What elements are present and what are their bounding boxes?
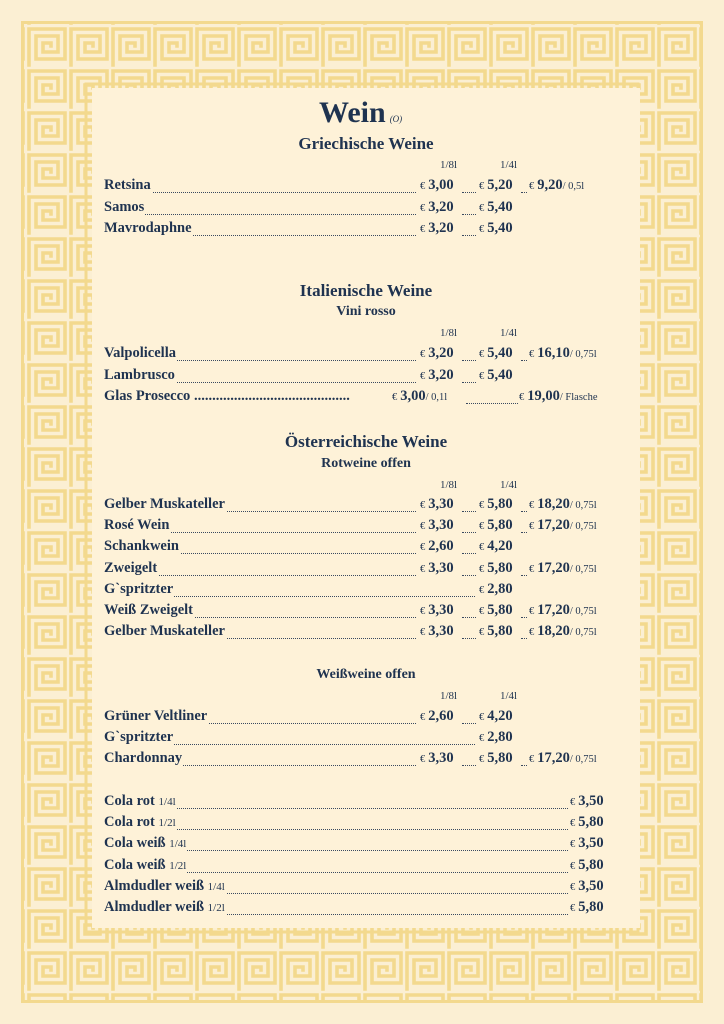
- menu-row: [104, 814, 612, 834]
- price: € 5,80: [570, 814, 604, 831]
- item-name: Grüner Veltliner: [104, 708, 208, 724]
- subheading-white-wines: Weißweine offen: [316, 667, 416, 682]
- price-eighth: € 3,30: [420, 602, 454, 618]
- col-header-quarter: 1/4l: [500, 690, 518, 702]
- price: € 3,50: [570, 835, 604, 852]
- item-name: Chardonnay: [104, 750, 183, 767]
- title-note: (O): [389, 114, 403, 124]
- price: € 5,80: [570, 899, 604, 915]
- item-name: Retsina: [104, 177, 151, 193]
- menu-row: [104, 496, 624, 516]
- price-quarter: € 4,20: [479, 538, 513, 555]
- menu-row: [104, 602, 624, 622]
- menu-row: [104, 517, 624, 537]
- col-header-quarter: 1/4l: [500, 327, 518, 339]
- menu-row: [104, 199, 624, 219]
- dot-leader: [521, 638, 527, 639]
- price-quarter: € 5,80: [479, 750, 513, 767]
- price-quarter: € 2,80: [479, 580, 513, 597]
- dot-leader: [462, 617, 476, 618]
- subheading-vini-rosso: Vini rosso: [336, 304, 396, 319]
- price-quarter: € 5,40: [479, 366, 513, 383]
- item-name: Cola rot 1/4l: [104, 793, 176, 809]
- price: € 3,50: [570, 793, 604, 809]
- price-quarter: € 5,80: [479, 559, 513, 576]
- price-eighth: € 2,60: [420, 538, 454, 555]
- menu-row: [104, 750, 624, 770]
- price-quarter: € 5,40: [479, 220, 513, 236]
- item-name: Weiß Zweigelt: [104, 602, 194, 618]
- menu-row: [104, 177, 624, 197]
- dot-leader: [466, 403, 518, 404]
- col-header-eighth: 1/8l: [440, 327, 458, 339]
- col-header-quarter: 1/4l: [500, 159, 518, 171]
- price-bottle: € 9,20/ 0,5l: [529, 177, 585, 193]
- col-header-eighth: 1/8l: [440, 690, 458, 702]
- subheading-red-wines: Rotweine offen: [321, 456, 411, 471]
- col-header-eighth: 1/8l: [440, 479, 458, 491]
- price-quarter: € 5,80: [479, 602, 513, 618]
- item-name: Almdudler weiß 1/4l: [104, 877, 225, 894]
- item-name: Cola rot 1/2l: [104, 814, 176, 831]
- heading-italian: Italienische Weine: [299, 281, 433, 300]
- page-title: Wein (O): [319, 96, 403, 129]
- item-name: Gelber Muskateller: [104, 623, 225, 640]
- item-name: Samos: [104, 198, 145, 215]
- price-bottle: € 17,20/ 0,75l: [529, 750, 597, 767]
- dot-leader: [462, 382, 476, 383]
- menu-row: [104, 538, 624, 558]
- price-eighth: € 3,30: [420, 623, 454, 640]
- dot-leader: [104, 214, 416, 215]
- menu-row: [104, 729, 624, 749]
- menu-row: [104, 708, 624, 728]
- menu-row: [104, 835, 612, 855]
- item-name: G`spritzter: [104, 729, 174, 746]
- price-bottle: € 19,00/ Flasche: [519, 388, 598, 404]
- item-name: Gelber Muskateller: [104, 496, 225, 512]
- price-eighth: € 3,20: [420, 366, 454, 383]
- dot-leader: [521, 532, 527, 533]
- dot-leader: [462, 511, 476, 512]
- price-quarter: € 5,80: [479, 496, 513, 512]
- dot-leader: [521, 617, 527, 618]
- price-eighth: € 3,30: [420, 496, 454, 512]
- price-quarter: € 5,80: [479, 517, 513, 534]
- heading-greek: Griechische Weine: [298, 134, 434, 153]
- menu-row: [104, 857, 612, 877]
- col-header-quarter: 1/4l: [500, 479, 518, 491]
- dot-leader: [521, 511, 527, 512]
- price-eighth: € 3,20: [420, 220, 454, 236]
- price-bottle: € 16,10/ 0,75l: [529, 345, 597, 361]
- price-eighth: € 2,60: [420, 708, 454, 724]
- dot-leader: [462, 638, 476, 639]
- price-bottle: € 17,20/ 0,75l: [529, 559, 597, 576]
- item-name: Cola weiß 1/4l: [104, 835, 187, 852]
- menu-row: [104, 793, 612, 813]
- price-quarter: € 5,40: [479, 345, 513, 361]
- item-name: Cola weiß 1/2l: [104, 856, 187, 873]
- heading-austrian: Österreichische Weine: [284, 432, 448, 451]
- dot-leader: [521, 575, 527, 576]
- menu-row: [104, 899, 612, 919]
- menu-row-prosecco: [104, 388, 624, 408]
- price-eighth: € 3,00: [420, 177, 454, 193]
- price-eighth: € 3,20: [420, 198, 454, 215]
- price-quarter: € 5,20: [479, 177, 513, 193]
- dot-leader: [521, 360, 527, 361]
- price-eighth: € 3,30: [420, 517, 454, 534]
- price-quarter: € 2,80: [479, 729, 513, 746]
- item-name: Almdudler weiß 1/2l: [104, 899, 225, 915]
- price-bottle: € 17,20/ 0,75l: [529, 602, 597, 618]
- menu-row: [104, 220, 624, 240]
- menu-row: [104, 367, 624, 387]
- menu-row: [104, 345, 624, 365]
- item-name: Schankwein: [104, 538, 179, 555]
- price-quarter: € 5,80: [479, 623, 513, 640]
- menu-row: [104, 560, 624, 580]
- menu-row: [104, 878, 612, 898]
- item-name: Rosé Wein: [104, 517, 170, 534]
- price-glass: € 3,00/ 0,1l: [392, 388, 448, 404]
- price-bottle: € 18,20/ 0,75l: [529, 496, 597, 512]
- dot-leader: [462, 360, 476, 361]
- item-name: Glas Prosecco ...........................................: [104, 388, 350, 404]
- price: € 3,50: [570, 877, 604, 894]
- menu-row: [104, 581, 624, 601]
- dot-leader: [462, 532, 476, 533]
- menu-row: [104, 623, 624, 643]
- item-name: Lambrusco: [104, 366, 175, 383]
- item-name: Valpolicella: [104, 345, 176, 361]
- price: € 5,80: [570, 856, 604, 873]
- dot-leader: [462, 553, 476, 554]
- price-eighth: € 3,20: [420, 345, 454, 361]
- price-eighth: € 3,30: [420, 750, 454, 767]
- price-bottle: € 17,20/ 0,75l: [529, 517, 597, 534]
- dot-leader: [462, 765, 476, 766]
- price-eighth: € 3,30: [420, 559, 454, 576]
- dot-leader: [521, 765, 527, 766]
- dot-leader: [462, 575, 476, 576]
- price-quarter: € 4,20: [479, 708, 513, 724]
- item-name: G`spritzter: [104, 580, 174, 597]
- dot-leader: [521, 192, 527, 193]
- item-name: Zweigelt: [104, 559, 158, 576]
- price-quarter: € 5,40: [479, 198, 513, 215]
- price-bottle: € 18,20/ 0,75l: [529, 623, 597, 640]
- item-name: Mavrodaphne: [104, 220, 192, 236]
- dot-leader: [462, 723, 476, 724]
- col-header-eighth: 1/8l: [440, 159, 458, 171]
- dot-leader: [462, 214, 476, 215]
- dot-leader: [462, 192, 476, 193]
- dot-leader: [462, 235, 476, 236]
